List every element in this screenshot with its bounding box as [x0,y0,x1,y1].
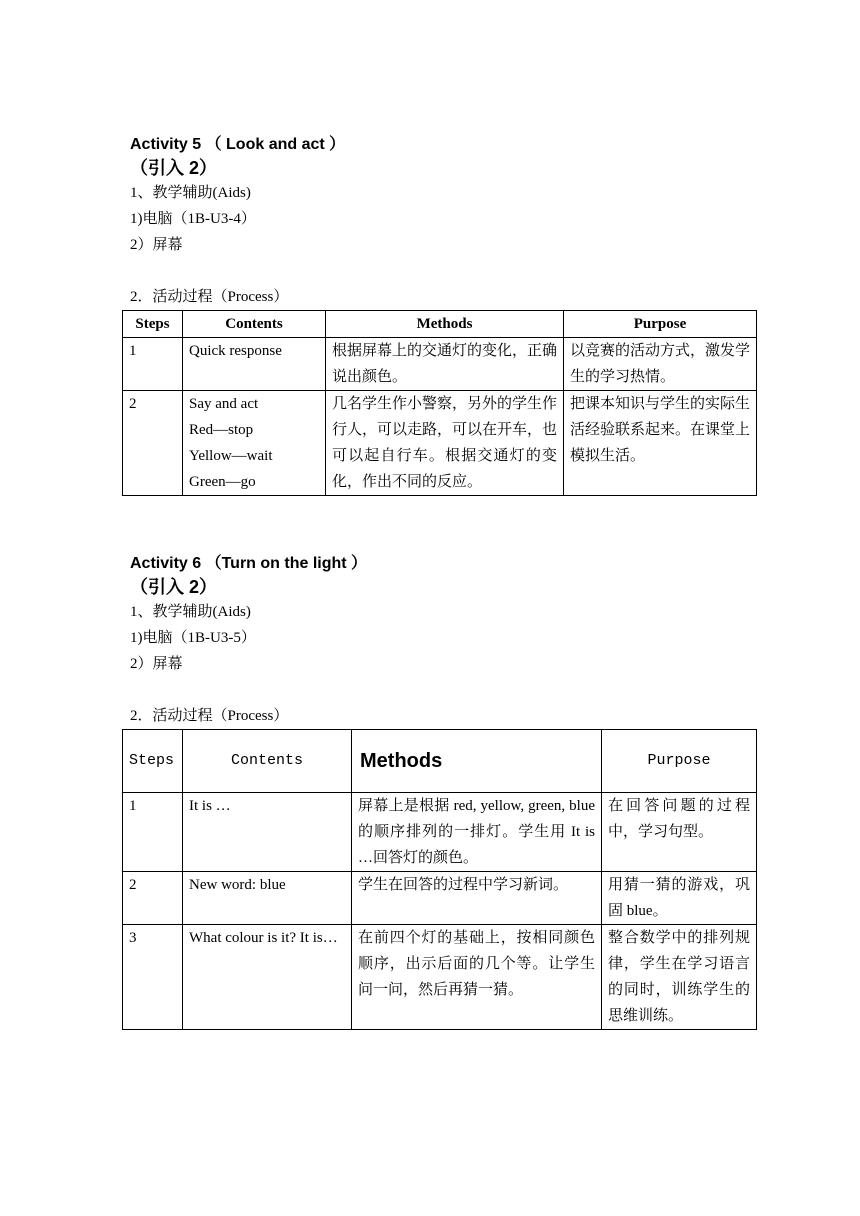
cell-methods: 根据屏幕上的交通灯的变化，正确说出颜色。 [326,338,564,391]
activity6-section [122,553,756,1030]
header-contents: Contents [183,311,326,338]
cell-step: 1 [123,793,183,872]
activity6-aids-title: 1、教学辅助(Aids) [130,604,251,620]
cell-purpose: 在回答问题的过程中，学习句型。 [602,793,757,872]
activity6-subheading: （引入 2） [130,577,218,597]
cell-step: 2 [123,872,183,925]
cell-methods: 几名学生作小警察，另外的学生作行人，可以走路，可以在开车，也可以起自行车。根据交通灯的变化，作出不同的反应。 [326,391,564,496]
table-row [123,391,757,496]
table-row [123,338,757,391]
header-contents: Contents [183,730,352,793]
activity5-table [122,310,757,496]
activity5-subheading: （引入 2） [130,158,218,178]
cell-purpose: 把课本知识与学生的实际生活经验联系起来。在课堂上模拟生活。 [564,391,757,496]
table-row [123,872,757,925]
cell-contents: It is … [183,793,352,872]
contents-line: Green—go [189,474,256,490]
table-row [123,793,757,872]
header-methods: Methods [326,311,564,338]
header-steps: Steps [123,730,183,793]
cell-contents [183,391,326,496]
cell-step: 2 [123,391,183,496]
activity5-aid-1: 1)电脑（1B-U3-4） [130,211,256,227]
cell-contents [183,338,326,391]
cell-methods: 屏幕上是根据 red, yellow, green, blue 的顺序排列的一排灯。学生用 It is …回答灯的颜色。 [352,793,602,872]
cell-contents: What colour is it? It is… [183,925,352,1030]
cell-step: 1 [123,338,183,391]
contents-line: Quick response [189,343,282,359]
activity6-table [122,729,757,1030]
header-methods: Methods [352,730,602,793]
table-header-row [123,730,757,793]
header-purpose: Purpose [564,311,757,338]
cell-contents: New word: blue [183,872,352,925]
activity5-heading: Activity 5 （ Look and act ） [130,136,346,153]
activity5-process-title: 2．活动过程（Process） [130,289,289,305]
activity6-heading: Activity 6 （Turn on the light ） [130,555,368,572]
table-header-row [123,311,757,338]
contents-line: Red—stop [189,422,254,438]
activity5-aid-2: 2）屏幕 [130,237,183,253]
cell-purpose: 以竞赛的活动方式，激发学生的学习热情。 [564,338,757,391]
contents-line: Say and act [189,396,259,412]
header-purpose: Purpose [602,730,757,793]
cell-methods: 学生在回答的过程中学习新词。 [352,872,602,925]
cell-purpose: 用猜一猜的游戏，巩固 blue。 [602,872,757,925]
header-steps: Steps [123,311,183,338]
activity5-aids-title: 1、教学辅助(Aids) [130,185,251,201]
cell-purpose: 整合数学中的排列规律，学生在学习语言的同时，训练学生的思维训练。 [602,925,757,1030]
activity6-process-title: 2．活动过程（Process） [130,708,289,724]
activity6-aid-2: 2）屏幕 [130,656,183,672]
activity6-aid-1: 1)电脑（1B-U3-5） [130,630,256,646]
cell-step: 3 [123,925,183,1030]
contents-line: Yellow—wait [189,448,273,464]
table-row [123,925,757,1030]
cell-methods: 在前四个灯的基础上，按相同颜色顺序，出示后面的几个等。让学生问一问，然后再猜一猜。 [352,925,602,1030]
activity5-section [122,134,756,496]
